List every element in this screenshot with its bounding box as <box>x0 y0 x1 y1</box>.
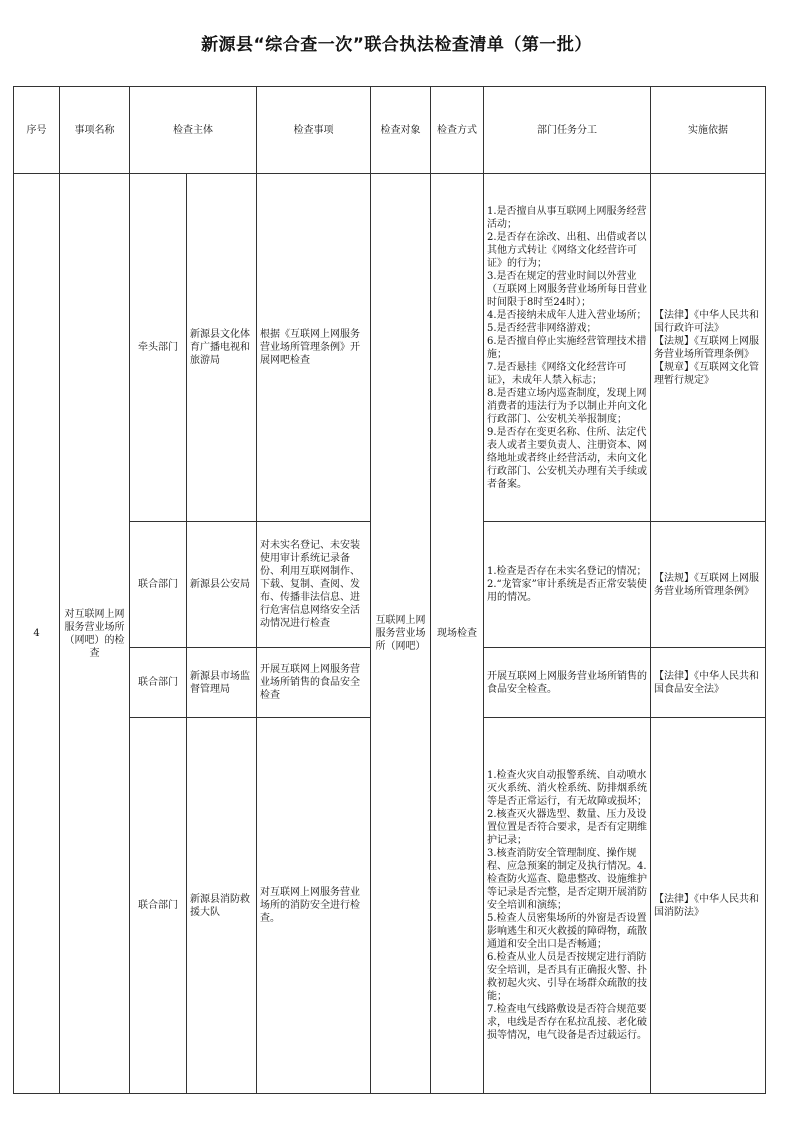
dept-tasks: 开展互联网上网服务营业场所销售的食品安全检查。 <box>484 648 651 718</box>
basis-line: 【法律】《中华人民共和国消防法》 <box>654 893 759 918</box>
inspection-items: 开展互联网上网服务营业场所销售的食品安全检查 <box>257 648 371 718</box>
header-items: 检查事项 <box>257 87 371 174</box>
header-object: 检查对象 <box>371 87 431 174</box>
dept-tasks: 1.是否擅自从事互联网上网服务经营活动； 2.是否存在涂改、出租、出借或者以其他方式转让《网络文化经营许可证》的行为； 3.是否在规定的营业时间以外营业（互联网上网服务营业场所每日营业时间限于8时至24时）； 4.是否接纳未成年人进入营业场所； 5.是否经营非网络游戏； 6.是否擅自停止实施经营管理技术措施； 7.是否悬挂《网络文化经营许可证》，未成年人禁入标志； 8.是否建立场内巡查制度，发现上网消费者的违法行为予以制止并向文化行政部门、公安机关举报制度； 9.是否存在变更名称、住所、法定代表人或者主要负责人、注册资本、网络地址或者终止经营活动，未向文化行政部门、公安机关办理有关手续或者备案。 <box>484 174 651 522</box>
header-row <box>14 87 766 174</box>
dept-name: 新源县消防救援大队 <box>187 718 257 1094</box>
dept-role: 联合部门 <box>130 718 187 1094</box>
header-method: 检查方式 <box>431 87 484 174</box>
basis-line: 【法规】《互联网上网服务营业场所管理条例》 <box>654 572 759 597</box>
header-name: 事项名称 <box>60 87 130 174</box>
dept-name: 新源县文化体育广播电视和旅游局 <box>187 174 257 522</box>
header-subject: 检查主体 <box>130 87 257 174</box>
table-row <box>14 174 766 522</box>
dept-basis <box>651 174 766 522</box>
basis-line: 【法律】《中华人民共和国行政许可法》 <box>654 309 759 334</box>
basis-line: 【规章】《互联网文化管理暂行规定》 <box>654 361 759 386</box>
inspection-items: 对未实名登记、未安装使用审计系统记录备份、利用互联网制作、下载、复制、查阅、发布、传播非法信息、进行危害信息网络安全活动情况进行检查 <box>257 522 371 648</box>
dept-tasks: 1.检查是否存在未实名登记的情况； 2.“龙管家”审计系统是否正常安装使用的情况。 <box>484 522 651 648</box>
inspection-items: 对互联网上网服务营业场所的消防安全进行检查。 <box>257 718 371 1094</box>
basis-line: 【法律】《中华人民共和国食品安全法》 <box>654 670 759 695</box>
inspection-table <box>13 86 766 1094</box>
dept-role: 联合部门 <box>130 522 187 648</box>
row-inspection-method: 现场检查 <box>431 174 484 1094</box>
basis-line: 【法规】《互联网上网服务营业场所管理条例》 <box>654 335 759 360</box>
header-basis: 实施依据 <box>651 87 766 174</box>
dept-basis <box>651 718 766 1094</box>
row-item-name: 对互联网上网服务营业场所（网吧）的检查 <box>60 174 130 1094</box>
header-seq: 序号 <box>14 87 60 174</box>
header-tasks: 部门任务分工 <box>484 87 651 174</box>
dept-name: 新源县市场监督管理局 <box>187 648 257 718</box>
dept-basis <box>651 648 766 718</box>
dept-tasks: 1.检查火灾自动报警系统、自动喷水灭火系统、消火栓系统、防排烟系统等是否正常运行，有无故障或损坏； 2.核查灭火器选型、数量、压力及设置位置是否符合要求，是否有定期维护记录； 3.核查消防安全管理制度、操作规程、应急预案的制定及执行情况。4.检查防火巡查、隐患整改、设施维护等记录是否完整，是否定期开展消防安全培训和演练； 5.检查人员密集场所的外窗是否设置影响逃生和灭火救援的障碍物，疏散通道和安全出口是否畅通； 6.检查从业人员是否按规定进行消防安全培训，是否具有正确报火警、扑救初起火灾、引导在场群众疏散的技能； 7.检查电气线路敷设是否符合规范要求，电线是否存在私拉乱接、老化破损等情况，电气设备是否过载运行。 <box>484 718 651 1094</box>
inspection-items: 根据《互联网上网服务营业场所管理条例》开展网吧检查 <box>257 174 371 522</box>
dept-basis <box>651 522 766 648</box>
dept-name: 新源县公安局 <box>187 522 257 648</box>
page-title: 新源县“综合查一次”联合执法检查清单（第一批） <box>201 35 592 55</box>
dept-role: 联合部门 <box>130 648 187 718</box>
dept-role: 牵头部门 <box>130 174 187 522</box>
row-inspection-object: 互联网上网服务营业场所（网吧） <box>371 174 431 1094</box>
row-seq: 4 <box>14 174 60 1094</box>
